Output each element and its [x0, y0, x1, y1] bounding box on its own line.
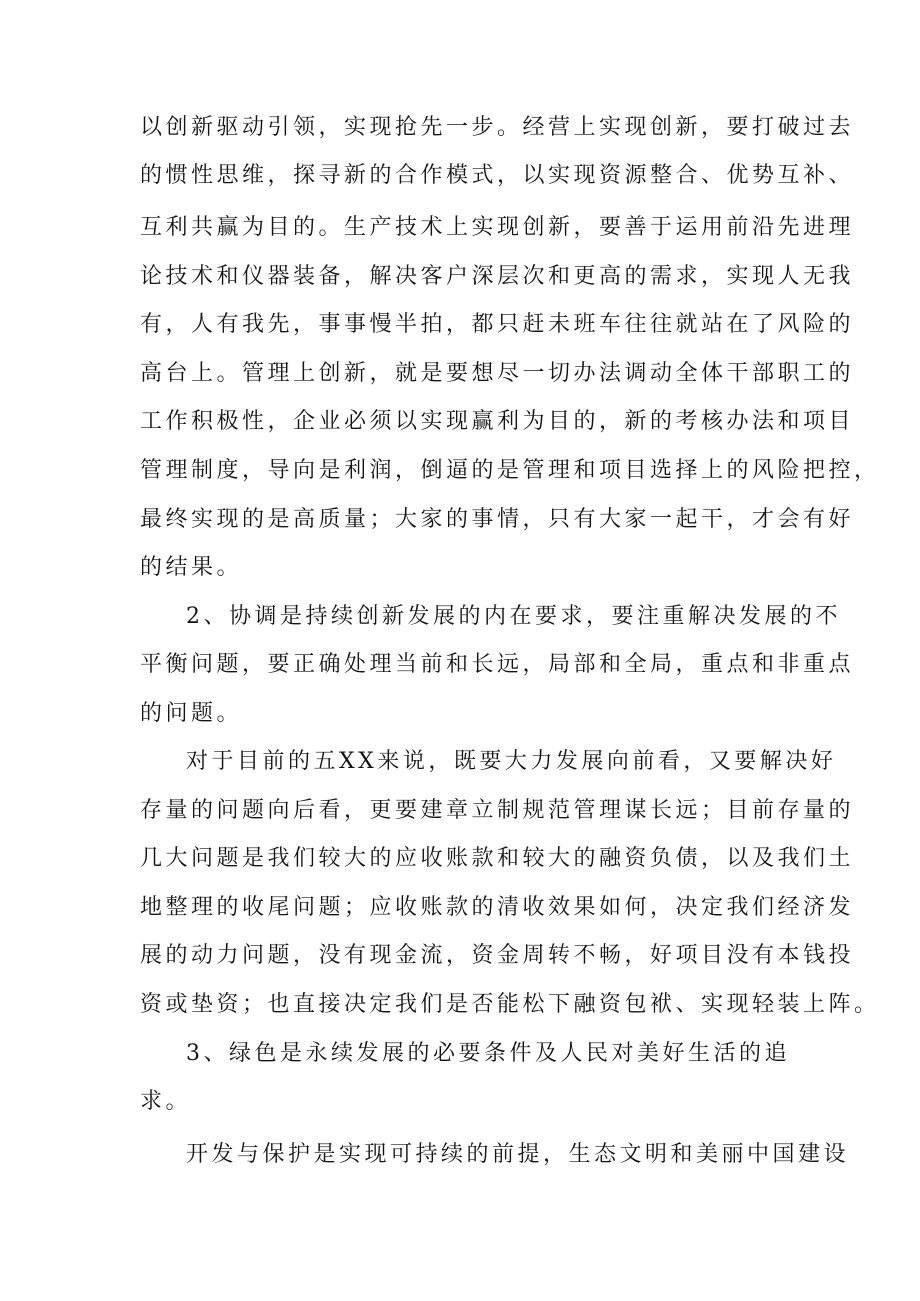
body-text-line: 求。	[140, 1089, 192, 1114]
body-text-line: 地整理的收尾问题；应收账款的清收效果如何，决定我们经济发	[140, 895, 855, 920]
body-text-line: 以创新驱动引领，实现抢先一步。经营上实现创新，要打破过去	[140, 115, 855, 140]
body-text-line: 平衡问题，要正确处理当前和长远，局部和全局，重点和非重点	[140, 652, 855, 677]
body-text-line: 互利共赢为目的。生产技术上实现创新，要善于运用前沿先进理	[140, 215, 855, 240]
body-text-line: 对于目前的五XX来说，既要大力发展向前看，又要解决好	[186, 749, 837, 774]
body-text-line: 有，人有我先，事事慢半拍，都只赶未班车往往就站在了风险的	[140, 312, 855, 337]
body-text-line: 几大问题是我们较大的应收账款和较大的融资负债，以及我们土	[140, 846, 855, 871]
body-text-line: 管理制度，导向是利润，倒逼的是管理和项目选择上的风险把控，	[140, 458, 880, 483]
body-text-line: 最终实现的是高质量；大家的事情，只有大家一起干，才会有好	[140, 507, 855, 532]
body-text-line: 高台上。管理上创新，就是要想尽一切办法调动全体干部职工的	[140, 361, 855, 386]
body-text-line: 开发与保护是实现可持续的前提，生态文明和美丽中国建设	[186, 1142, 850, 1167]
body-text-line: 资或垫资；也直接决定我们是否能松下融资包袱、实现轻装上阵。	[140, 992, 880, 1017]
body-text-line: 论技术和仪器装备，解决客户深层次和更高的需求，实现人无我	[140, 264, 855, 289]
paragraph-heading-3: 3、绿色是永续发展的必要条件及人民对美好生活的追	[186, 1041, 790, 1066]
body-text-line: 的问题。	[140, 701, 243, 726]
body-text-line: 的结果。	[140, 555, 243, 580]
body-text-line: 展的动力问题，没有现金流，资金周转不畅，好项目没有本钱投	[140, 943, 855, 968]
body-text-line: 工作积极性，企业必须以实现赢利为目的，新的考核办法和项目	[140, 409, 855, 434]
body-text-line: 存量的问题向后看，更要建章立制规范管理谋长远；目前存量的	[140, 798, 855, 823]
paragraph-heading-2: 2、协调是持续创新发展的内在要求，要注重解决发展的不	[186, 604, 841, 629]
body-text-line: 的惯性思维，探寻新的合作模式，以实现资源整合、优势互补、	[140, 163, 855, 188]
